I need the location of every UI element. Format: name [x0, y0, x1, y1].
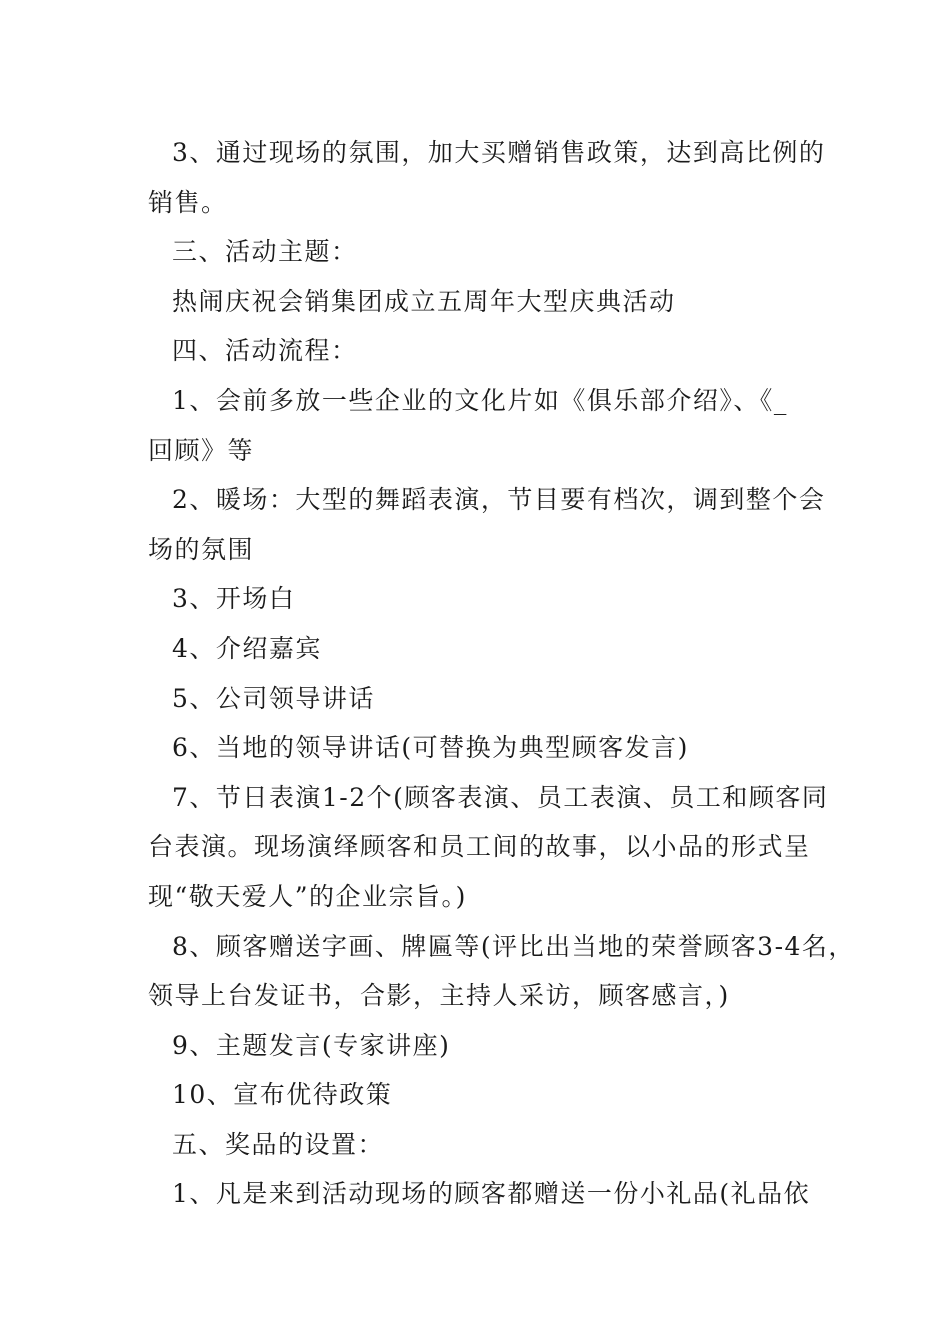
- text-line: 回顾》等: [148, 435, 255, 465]
- text-line: 6、当地的领导讲话(可替换为典型顾客发言): [172, 733, 689, 763]
- text-line: 现“敬天爱人”的企业宗旨。): [148, 881, 467, 911]
- text-line: 台表演。现场演绎顾客和员工间的故事，以小品的形式呈: [148, 832, 811, 862]
- text-line: 5、公司领导讲话: [172, 683, 375, 713]
- text-line: 2、暖场：大型的舞蹈表演，节目要有档次，调到整个会: [172, 485, 826, 515]
- text-line: 8、顾客赠送字画、牌匾等(评比出当地的荣誉顾客3-4名，: [172, 931, 855, 961]
- document-body: [148, 128, 855, 1219]
- text-line: 3、开场白: [172, 584, 296, 614]
- text-line: 场的氛围: [148, 534, 255, 564]
- text-line: 热闹庆祝会销集团成立五周年大型庆典活动: [172, 286, 676, 316]
- text-line: 7、节日表演1-2个(顾客表演、员工表演、员工和顾客同: [172, 782, 829, 812]
- section-heading: 三、活动主题：: [172, 237, 358, 267]
- text-line: 3、通过现场的氛围，加大买赠销售政策，达到高比例的: [172, 138, 826, 167]
- text-line: 1、会前多放一些企业的文化片如《俱乐部介绍》、《_: [172, 385, 788, 415]
- text-line: 1、凡是来到活动现场的顾客都赠送一份小礼品(礼品依: [172, 1179, 811, 1209]
- text-line: 销售。: [148, 187, 228, 217]
- section-heading: 四、活动流程：: [172, 336, 358, 366]
- text-line: 10、宣布优待政策: [172, 1080, 393, 1110]
- text-line: 领导上台发证书，合影，主持人采访，顾客感言，): [148, 981, 730, 1011]
- text-line: 9、主题发言(专家讲座): [172, 1030, 451, 1060]
- text-line: 4、介绍嘉宾: [172, 633, 322, 663]
- section-heading: 五、奖品的设置：: [172, 1129, 385, 1159]
